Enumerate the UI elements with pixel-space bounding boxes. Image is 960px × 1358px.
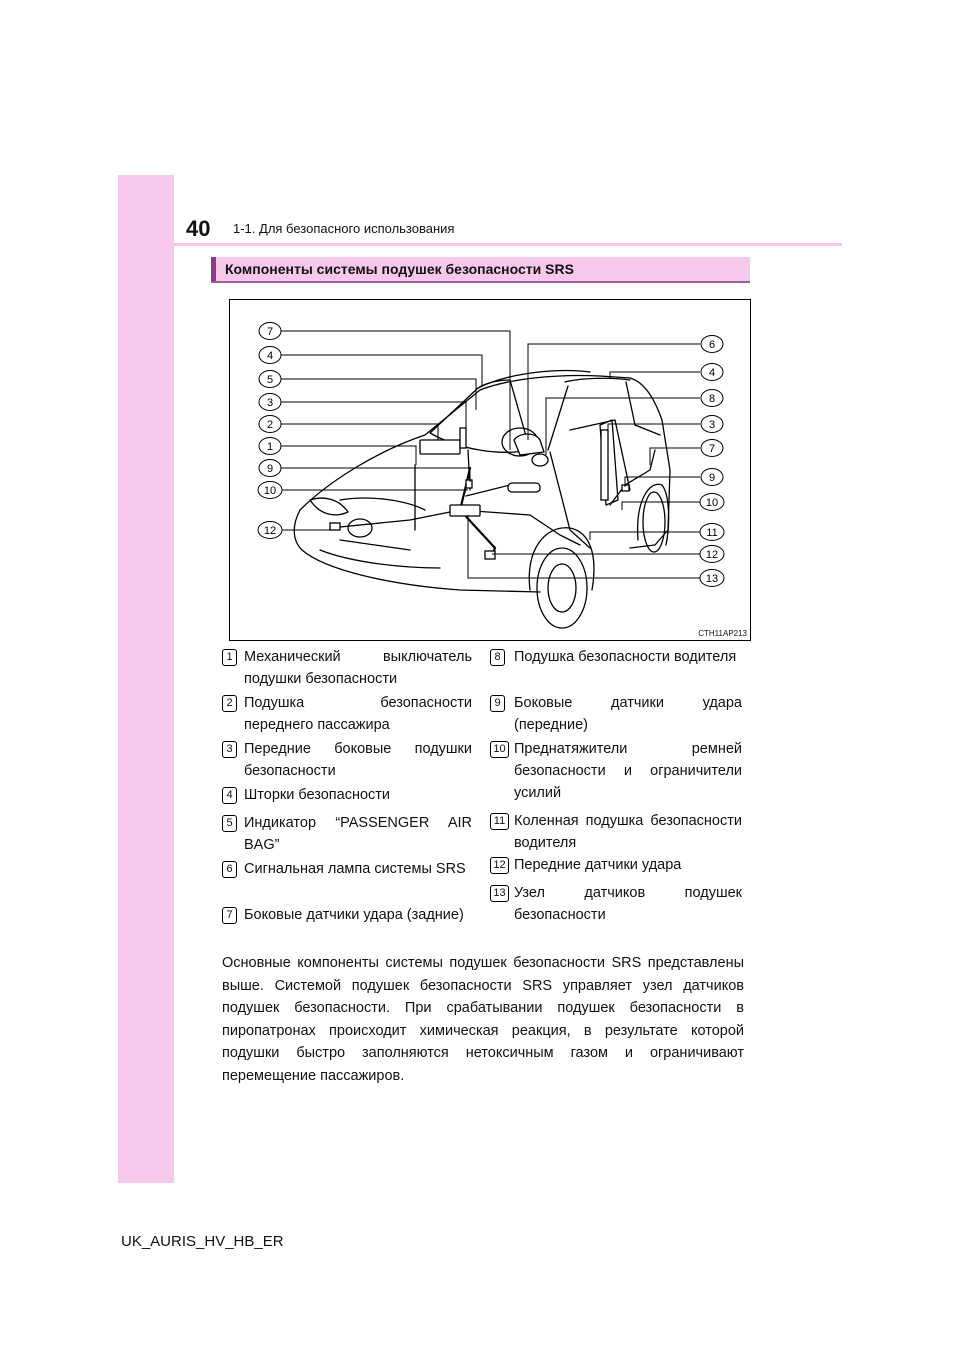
callout-left-6: 1: [266, 441, 274, 453]
legend-text: Боковые датчики удара (задние): [244, 907, 464, 923]
body-paragraph: Основные компоненты системы подушек безопасности SRS представлены выше. Системой подушек безопасности SRS управляет узел датчиков подушек безопасности. При срабатывании подушек безопасности в пиропатронах происходит химическая реакция, в результате которой подушки быстро заполняются нетоксичным газом и ограничивают перемещение пассажиров.: [222, 955, 744, 1084]
legend-text: Шторки безопасности: [244, 787, 391, 803]
legend-text: Боковые датчики удара (передние): [514, 695, 742, 733]
legend-text: Механический выключатель подушки безопасности: [244, 649, 472, 687]
header-rule: [174, 243, 842, 246]
legend-number: 4: [222, 787, 237, 804]
legend-text: Подушка безопасности водителя: [514, 649, 737, 665]
callout-left-9: 12: [263, 525, 277, 537]
callout-right-8: 11: [706, 527, 718, 539]
callout-right-9: 12: [705, 549, 719, 561]
callout-right-7: 10: [705, 497, 719, 509]
legend-number: 5: [222, 815, 237, 832]
legend-text: Сигнальная лампа системы SRS: [244, 861, 466, 877]
section-title: Компоненты системы подушек безопасности SRS: [225, 261, 574, 277]
legend-text: Преднатяжители ремней безопасности и ограничители усилий: [514, 741, 742, 801]
legend-number: 8: [490, 649, 505, 666]
callout-left-7: 9: [266, 463, 274, 475]
section-heading-bar: [211, 257, 750, 283]
callout-left-3: 5: [266, 374, 274, 386]
page-number: 40: [186, 216, 211, 241]
callout-left-5: 2: [266, 419, 274, 431]
callout-left-1: 7: [266, 326, 274, 338]
legend-text: Индикатор “PASSENGER AIR BAG”: [244, 815, 472, 853]
legend-number: 9: [490, 695, 505, 712]
legend-text: Передние датчики удара: [514, 857, 682, 873]
running-head: 1-1. Для безопасного использования: [233, 221, 455, 236]
callout-right-4: 3: [708, 419, 716, 431]
legend-number: 10: [490, 741, 509, 758]
legend-text: Подушка безопасности переднего пассажира: [244, 695, 472, 733]
legend-text: Коленная подушка безопасности водителя: [514, 813, 742, 851]
legend-text: Узел датчиков подушек безопасности: [514, 885, 742, 923]
figure-code: CTH11AP213: [698, 629, 747, 638]
legend-number: 2: [222, 695, 237, 712]
legend-number: 12: [490, 857, 509, 874]
legend-number: 13: [490, 885, 509, 902]
srs-components-figure: [229, 299, 751, 641]
callout-right-6: 9: [708, 472, 716, 484]
car-airbag-diagram: [230, 300, 752, 642]
callout-right-2: 4: [708, 367, 716, 379]
callout-right-1: 6: [708, 339, 716, 351]
legend-number: 1: [222, 649, 237, 666]
footer-code: UK_AURIS_HV_HB_ER: [121, 1233, 284, 1250]
callout-right-5: 7: [708, 443, 716, 455]
callout-left-2: 4: [266, 350, 274, 362]
callout-right-10: 13: [705, 573, 719, 585]
callout-left-4: 3: [266, 397, 274, 409]
callout-right-3: 8: [708, 393, 716, 405]
legend-number: 3: [222, 741, 237, 758]
legend-text: Передние боковые подушки безопасности: [244, 741, 472, 779]
legend-number: 7: [222, 907, 237, 924]
callout-left-8: 10: [263, 485, 277, 497]
side-color-band: [118, 175, 174, 1183]
legend-number: 11: [490, 813, 509, 830]
legend-number: 6: [222, 861, 237, 878]
